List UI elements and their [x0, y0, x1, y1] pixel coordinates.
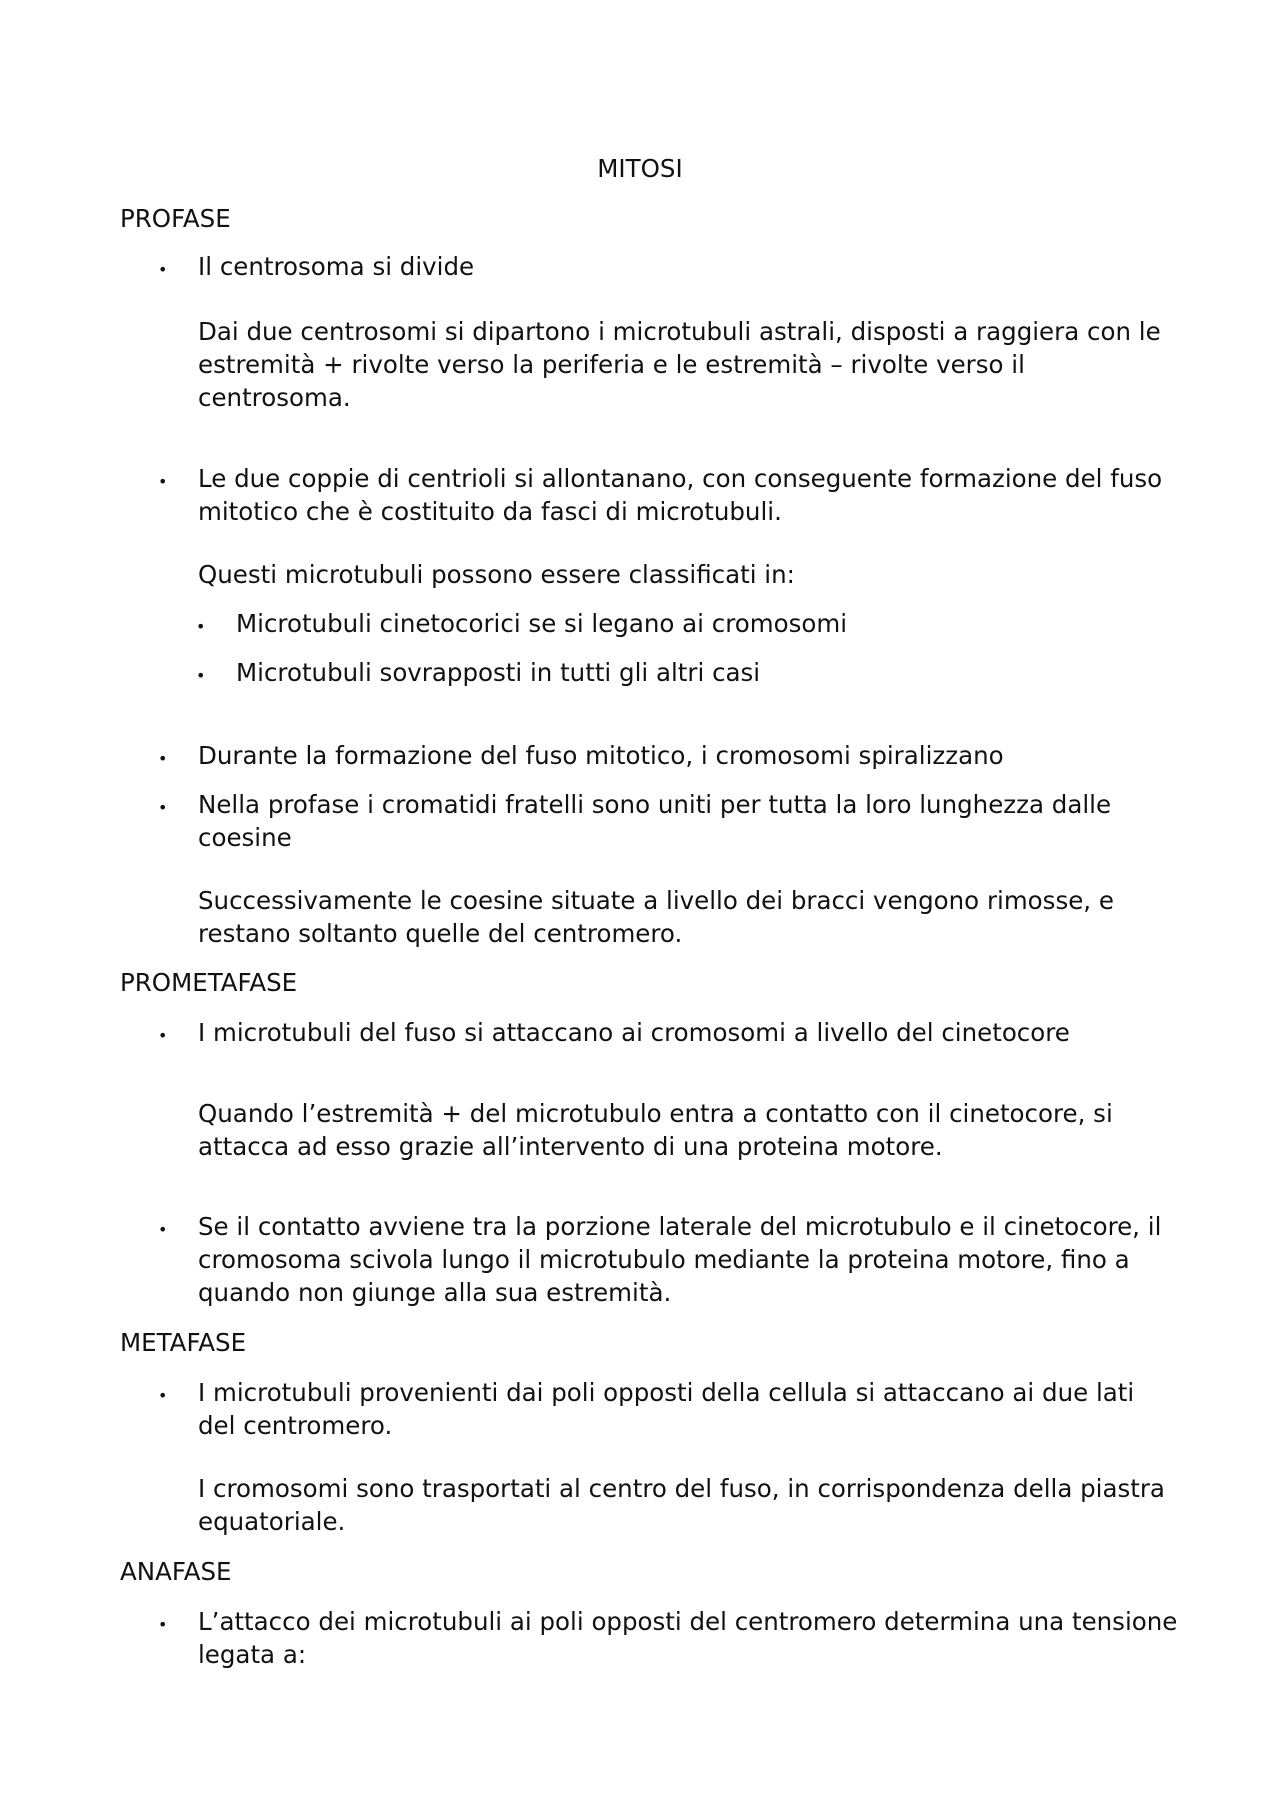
list-item: L’attacco dei microtubuli ai poli opposti del centromero determina una tensione legata a:	[198, 1607, 1178, 1669]
bullet-icon: •	[158, 1026, 168, 1045]
paragraph: Dai due centrosomi si dipartono i microtubuli astrali, disposti a raggiera con le estremità + rivolte verso la periferia e le estremità – rivolte verso il centrosoma.	[198, 317, 1161, 412]
list-item: I microtubuli provenienti dai poli opposti della cellula si attaccano ai due lati del centromero.	[198, 1378, 1135, 1440]
list-item: I microtubuli del fuso si attaccano ai cromosomi a livello del cinetocore	[198, 1018, 1070, 1047]
list-item: Durante la formazione del fuso mitotico, i cromosomi spiralizzano	[198, 741, 1004, 770]
paragraph: Successivamente le coesine situate a livello dei bracci vengono rimosse, e restano soltanto quelle del centromero.	[198, 886, 1114, 948]
bullet-icon: •	[158, 1386, 168, 1405]
list-item: Il centrosoma si divide	[198, 252, 475, 281]
paragraph: I cromosomi sono trasportati al centro del fuso, in corrispondenza della piastra equatoriale.	[198, 1474, 1165, 1536]
bullet-icon: •	[196, 617, 206, 636]
document-title: MITOSI	[597, 154, 683, 183]
bullet-icon: •	[158, 749, 168, 768]
paragraph: Quando l’estremità + del microtubulo entra a contatto con il cinetocore, si attacca ad esso grazie all’intervento di una proteina motore.	[198, 1099, 1113, 1161]
list-item: Nella profase i cromatidi fratelli sono uniti per tutta la loro lunghezza dalle coesine	[198, 790, 1112, 852]
sub-list-item: Microtubuli sovrapposti in tutti gli altri casi	[236, 658, 761, 687]
bullet-icon: •	[158, 472, 168, 491]
list-item: Le due coppie di centrioli si allontanano, con conseguente formazione del fuso mitotico che è costituito da fasci di microtubuli.	[198, 464, 1163, 526]
bullet-icon: •	[158, 1615, 168, 1634]
section-heading-prometafase: PROMETAFASE	[120, 968, 298, 997]
bullet-icon: •	[158, 260, 168, 279]
paragraph: Questi microtubuli possono essere classificati in:	[198, 560, 795, 589]
bullet-icon: •	[196, 666, 206, 685]
bullet-icon: •	[158, 798, 168, 817]
section-heading-metafase: METAFASE	[120, 1328, 247, 1357]
list-item: Se il contatto avviene tra la porzione laterale del microtubulo e il cinetocore, il cromosoma scivola lungo il microtubulo mediante la proteina motore, fino a quando non giunge alla sua estremità.	[198, 1212, 1162, 1307]
section-heading-anafase: ANAFASE	[120, 1557, 232, 1586]
bullet-icon: •	[158, 1220, 168, 1239]
sub-list-item: Microtubuli cinetocorici se si legano ai cromosomi	[236, 609, 848, 638]
section-heading-profase: PROFASE	[120, 204, 231, 233]
